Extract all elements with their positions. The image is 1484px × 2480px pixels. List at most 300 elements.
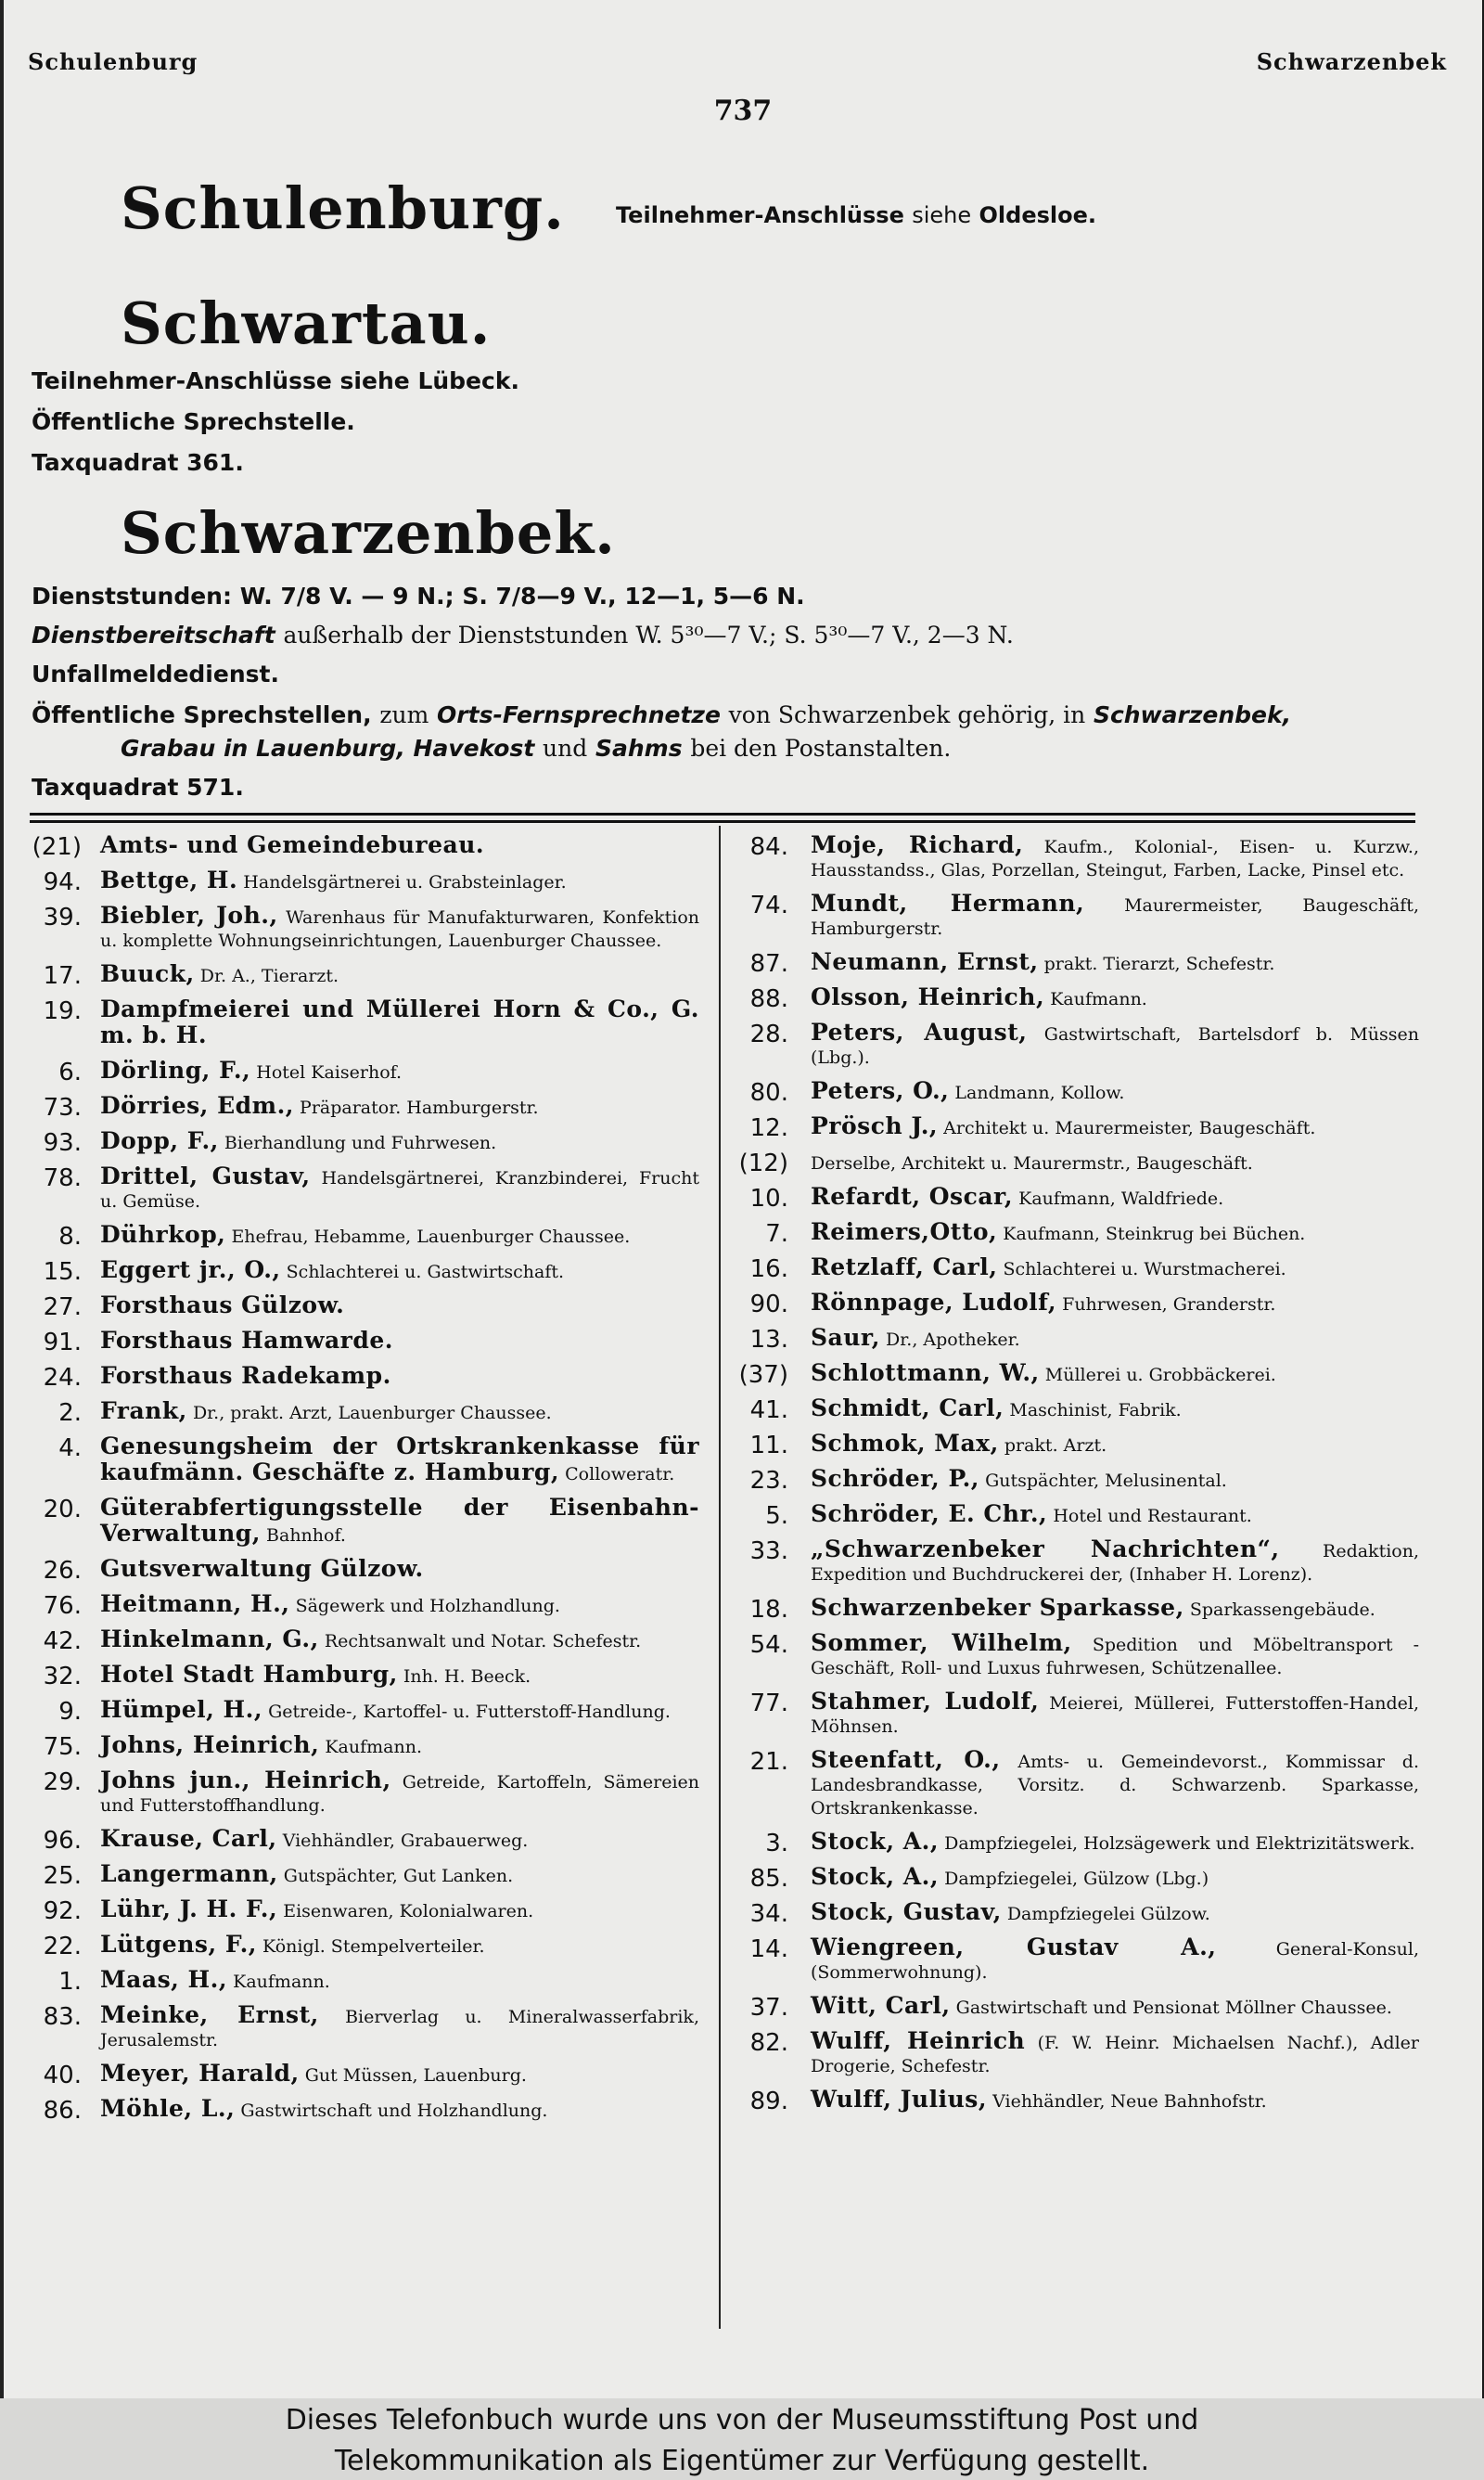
entry-name: Schröder, P., bbox=[811, 1465, 980, 1492]
sprech-places-2: Sahms bbox=[595, 735, 683, 762]
entry-number: 22. bbox=[43, 1933, 82, 1960]
entry-description: Hotel und Restaurant. bbox=[1053, 1506, 1252, 1526]
entry-name: Stock, Gustav, bbox=[811, 1898, 1002, 1925]
entry-number: 87. bbox=[749, 950, 788, 978]
directory-entry bbox=[735, 1150, 1419, 1176]
schwartau-sprechstelle: Öffentliche Sprechstelle. bbox=[32, 408, 355, 435]
entry-name: Güterabfertigungsstelle der Eisenbahn-Verwaltung, bbox=[100, 1494, 699, 1547]
directory-entry bbox=[30, 1364, 699, 1390]
footer-line-1: Dieses Telefonbuch wurde uns von der Museumsstiftung Post und bbox=[285, 2404, 1199, 2436]
entry-number: 90. bbox=[749, 1291, 788, 1318]
directory-entry bbox=[735, 1690, 1419, 1739]
entry-number: 91. bbox=[43, 1329, 82, 1356]
sprech-label: Öffentliche Sprechstellen, bbox=[32, 701, 372, 728]
entry-number: 13. bbox=[749, 1326, 788, 1354]
directory-entry bbox=[735, 1396, 1419, 1422]
entry-body bbox=[100, 1627, 699, 1653]
entry-description: prakt. Arzt. bbox=[1004, 1435, 1107, 1456]
entry-body bbox=[100, 1293, 699, 1319]
entry-number: 3. bbox=[765, 1830, 788, 1857]
entry-body bbox=[100, 1663, 699, 1689]
directory-entry bbox=[30, 1129, 699, 1155]
entry-number: 28. bbox=[749, 1021, 788, 1048]
directory-entry bbox=[735, 950, 1419, 976]
entry-number: 27. bbox=[43, 1293, 82, 1321]
entry-description: Getreide, Kartoffeln, Sämereien und Futterstoffhandlung. bbox=[100, 1772, 699, 1816]
entry-number: 8. bbox=[58, 1223, 82, 1251]
hours-label: Dienststunden: bbox=[32, 583, 232, 610]
entry-number: 77. bbox=[749, 1690, 788, 1717]
entry-name: Maas, H., bbox=[100, 1966, 228, 1993]
entry-body bbox=[100, 1496, 699, 1548]
entry-number: 89. bbox=[749, 2088, 788, 2115]
schwartau-taxquadrat: Taxquadrat 361. bbox=[32, 449, 244, 476]
entry-description: Gut Müssen, Lauenburg. bbox=[304, 2065, 527, 2086]
entry-name: Wiengreen, Gustav A., bbox=[811, 1934, 1217, 1960]
sprech-zum: zum bbox=[379, 701, 429, 728]
entry-name: Möhle, L., bbox=[100, 2095, 236, 2122]
entry-name: Schmidt, Carl, bbox=[811, 1394, 1004, 1421]
entry-name: Schröder, E. Chr., bbox=[811, 1500, 1048, 1527]
entry-body bbox=[100, 1733, 699, 1759]
directory-entry bbox=[735, 1432, 1419, 1458]
entry-body bbox=[811, 1432, 1419, 1458]
sprech-postanstalten: bei den Postanstalten. bbox=[690, 735, 952, 762]
entry-body bbox=[100, 962, 699, 988]
entry-description: Handelsgärtnerei, Kranzbinderei, Frucht u. Gemüse. bbox=[100, 1168, 699, 1212]
directory-entry bbox=[735, 1537, 1419, 1587]
entry-description: Eisenwaren, Kolonialwaren. bbox=[283, 1901, 534, 1921]
entry-name: Hinkelmann, G., bbox=[100, 1625, 319, 1652]
entry-description: Maurermeister, Baugeschäft, Hamburgerstr. bbox=[811, 895, 1419, 939]
entry-body bbox=[811, 1114, 1419, 1140]
entry-body bbox=[100, 1557, 699, 1583]
entry-description: Gastwirtschaft und Pensionat Möllner Chaussee. bbox=[955, 1998, 1392, 2018]
place-title-schwartau: Schwartau. bbox=[121, 289, 492, 357]
entry-name: Eggert jr., O., bbox=[100, 1256, 281, 1283]
entry-description: Sparkassengebäude. bbox=[1189, 1600, 1375, 1620]
entry-name: Biebler, Joh., bbox=[100, 902, 278, 929]
directory-entry bbox=[735, 1748, 1419, 1820]
directory-entry bbox=[735, 1021, 1419, 1070]
entry-name: Hümpel, H., bbox=[100, 1696, 263, 1723]
entry-body bbox=[100, 904, 699, 953]
entry-body bbox=[811, 950, 1419, 976]
entry-name: Dörries, Edm., bbox=[100, 1092, 294, 1119]
entry-body bbox=[811, 1185, 1419, 1211]
entry-name: Refardt, Oscar, bbox=[811, 1183, 1014, 1210]
entry-name: Rönnpage, Ludolf, bbox=[811, 1289, 1057, 1316]
entry-description: Dampfziegelei, Holzsägewerk und Elektrizitätswerk. bbox=[944, 1833, 1415, 1854]
entry-number: 40. bbox=[43, 2062, 82, 2089]
entry-description: Getreide-, Kartoffel- u. Futterstoff-Handlung. bbox=[268, 1702, 671, 1722]
entry-name: Peters, August, bbox=[811, 1019, 1028, 1046]
entry-name: Olsson, Heinrich, bbox=[811, 983, 1045, 1010]
entry-name: Steenfatt, O., bbox=[811, 1746, 1001, 1773]
entry-body bbox=[100, 1968, 699, 1994]
place-title-schulenburg: Schulenburg. bbox=[121, 174, 565, 242]
entry-number: 5. bbox=[765, 1502, 788, 1530]
entry-number: 34. bbox=[749, 1900, 788, 1928]
entry-description: General-Konsul, (Sommerwohnung). bbox=[811, 1939, 1419, 1983]
entry-description: Müllerei u. Grobbäckerei. bbox=[1044, 1365, 1276, 1385]
bereitschaft-value: außerhalb der Dienststunden W. 5³⁰—7 V.; S. 5³⁰—7 V., 2—3 N. bbox=[283, 622, 1014, 649]
entry-name: Johns jun., Heinrich, bbox=[100, 1767, 391, 1793]
entry-number: 84. bbox=[749, 833, 788, 861]
directory-entry bbox=[30, 1399, 699, 1425]
directory-entry bbox=[30, 1592, 699, 1618]
entry-number: 25. bbox=[43, 1862, 82, 1890]
entry-body bbox=[811, 1291, 1419, 1317]
directory-entry bbox=[30, 1827, 699, 1853]
entry-description: Schlachterei u. Wurstmacherei. bbox=[1003, 1259, 1286, 1279]
directory-entry bbox=[735, 2029, 1419, 2078]
directory-entry bbox=[30, 1258, 699, 1284]
schwarzenbek-taxquadrat: Taxquadrat 571. bbox=[32, 774, 244, 801]
entry-number: 83. bbox=[43, 2003, 82, 2031]
entry-number: 80. bbox=[749, 1079, 788, 1107]
entry-description: Redaktion, Expedition und Buchdruckerei der, (Inhaber H. Lorenz). bbox=[811, 1541, 1419, 1585]
entry-body bbox=[100, 1164, 699, 1214]
entry-number: 20. bbox=[43, 1496, 82, 1523]
entry-number: 19. bbox=[43, 997, 82, 1025]
entry-body bbox=[100, 1094, 699, 1120]
entry-name: Lühr, J. H. F., bbox=[100, 1895, 278, 1922]
entry-body bbox=[811, 1631, 1419, 1680]
entry-number: 92. bbox=[43, 1897, 82, 1925]
attribution-footer bbox=[0, 2398, 1484, 2480]
entry-name: Langermann, bbox=[100, 1860, 278, 1887]
directory-entry bbox=[30, 1733, 699, 1759]
entry-description: Kaufmann, Waldfriede. bbox=[1018, 1189, 1224, 1209]
entry-number: 78. bbox=[43, 1164, 82, 1192]
entry-number: 73. bbox=[43, 1094, 82, 1122]
entry-description: Dr. A., Tierarzt. bbox=[199, 966, 339, 986]
entry-number: 16. bbox=[749, 1255, 788, 1283]
double-rule-top bbox=[30, 813, 1415, 816]
entry-body bbox=[811, 833, 1419, 882]
directory-entry bbox=[30, 1329, 699, 1355]
entry-description: Maschinist, Fabrik. bbox=[1009, 1400, 1182, 1420]
entry-number: 39. bbox=[43, 904, 82, 932]
page-number: 737 bbox=[713, 95, 773, 127]
directory-entry bbox=[30, 1164, 699, 1214]
entry-description: Bahnhof. bbox=[266, 1525, 346, 1546]
entry-number: 96. bbox=[43, 1827, 82, 1855]
entry-name: Sommer, Wilhelm, bbox=[811, 1629, 1072, 1656]
entry-number: 82. bbox=[749, 2029, 788, 2057]
directory-entry bbox=[735, 833, 1419, 882]
directory-entry bbox=[30, 868, 699, 894]
entry-description: (F. W. Heinr. Michaelsen Nachf.), Adler Drogerie, Schefestr. bbox=[811, 2033, 1419, 2076]
entry-body bbox=[100, 1862, 699, 1888]
schwarzenbek-bereitschaft bbox=[32, 622, 1014, 649]
entry-description: Amts- u. Gemeindevorst., Kommissar d. Landesbrandkasse, Vorsitz. d. Schwarzenb. Sparkasse, Ortskrankenkasse. bbox=[811, 1752, 1420, 1818]
entry-number: (12) bbox=[738, 1150, 788, 1177]
schwartau-anschluesse-label: Teilnehmer-Anschlüsse bbox=[32, 367, 332, 394]
directory-entry bbox=[735, 1865, 1419, 1891]
directory-entry bbox=[735, 1114, 1419, 1140]
directory-entry bbox=[30, 904, 699, 953]
entry-name: Krause, Carl, bbox=[100, 1825, 277, 1852]
sprech-places-1: Grabau in Lauenburg, Havekost bbox=[121, 735, 535, 762]
entry-number: 9. bbox=[58, 1698, 82, 1726]
entry-number: 42. bbox=[43, 1627, 82, 1655]
entry-name: Dopp, F., bbox=[100, 1127, 219, 1154]
entry-name: Saur, bbox=[811, 1324, 880, 1351]
entry-body bbox=[811, 1994, 1419, 2020]
directory-entry bbox=[30, 1933, 699, 1959]
entry-body bbox=[100, 1827, 699, 1853]
entry-name: Retzlaff, Carl, bbox=[811, 1253, 998, 1280]
entry-name: Wulff, Julius, bbox=[811, 2086, 988, 2113]
entry-body bbox=[100, 1434, 699, 1486]
entry-description: Dampfziegelei, Gülzow (Lbg.) bbox=[944, 1869, 1209, 1889]
entry-body bbox=[811, 1150, 1419, 1176]
entry-body bbox=[811, 1900, 1419, 1926]
entry-number: 2. bbox=[58, 1399, 82, 1427]
entry-name: Amts- und Gemeindebureau. bbox=[100, 831, 485, 858]
entry-description: Gutspächter, Gut Lanken. bbox=[283, 1866, 514, 1886]
entry-description: Gastwirtschaft, Bartelsdorf b. Müssen (Lbg.). bbox=[811, 1024, 1419, 1068]
entry-number: 93. bbox=[43, 1129, 82, 1157]
directory-entry bbox=[30, 833, 699, 859]
entry-description: prakt. Tierarzt, Schefestr. bbox=[1043, 954, 1275, 974]
entry-name: Stahmer, Ludolf, bbox=[811, 1688, 1040, 1715]
entry-body bbox=[811, 1255, 1419, 1281]
entry-number: 29. bbox=[43, 1768, 82, 1796]
entry-name: Meinke, Ernst, bbox=[100, 2001, 319, 2028]
entry-body bbox=[811, 985, 1419, 1011]
directory-entry bbox=[735, 2088, 1419, 2114]
schwarzenbek-hours bbox=[32, 583, 805, 610]
directory-entry bbox=[735, 1255, 1419, 1281]
entry-body bbox=[811, 1596, 1419, 1622]
directory-entry bbox=[735, 1502, 1419, 1528]
entry-number: 76. bbox=[43, 1592, 82, 1620]
directory-entry bbox=[30, 1862, 699, 1888]
entry-name: Forsthaus Hamwarde. bbox=[100, 1327, 393, 1354]
entry-number: 86. bbox=[43, 2097, 82, 2125]
directory-entry bbox=[30, 1434, 699, 1486]
entry-body bbox=[811, 2088, 1419, 2114]
entry-body bbox=[811, 1220, 1419, 1246]
entry-name: „Schwarzenbeker Nachrichten“, bbox=[811, 1536, 1280, 1562]
entry-number: 41. bbox=[749, 1396, 788, 1424]
entry-description: Inh. H. Beeck. bbox=[403, 1666, 531, 1687]
directory-entry bbox=[30, 1968, 699, 1994]
directory-entry bbox=[30, 1223, 699, 1249]
entry-name: Mundt, Hermann, bbox=[811, 890, 1085, 917]
place-title-schwarzenbek: Schwarzenbek. bbox=[121, 499, 616, 567]
sprech-gehoerig: von Schwarzenbek gehörig, in bbox=[728, 701, 1086, 728]
entry-name: Moje, Richard, bbox=[811, 831, 1024, 858]
entry-name: Lütgens, F., bbox=[100, 1931, 257, 1958]
directory-entry bbox=[735, 1467, 1419, 1493]
directory-entry bbox=[735, 892, 1419, 941]
entry-name: Frank, bbox=[100, 1397, 187, 1424]
entry-number: (21) bbox=[32, 833, 82, 861]
entry-description: Hotel Kaiserhof. bbox=[256, 1062, 403, 1083]
entry-name: Forsthaus Radekamp. bbox=[100, 1362, 391, 1389]
entry-number: 85. bbox=[749, 1865, 788, 1893]
entry-number: 17. bbox=[43, 962, 82, 990]
entry-name: Meyer, Harald, bbox=[100, 2060, 300, 2087]
directory-entry bbox=[735, 1830, 1419, 1856]
entry-description: Rechtsanwalt und Notar. Schefestr. bbox=[324, 1631, 642, 1651]
entry-number: 94. bbox=[43, 868, 82, 896]
note-label: Teilnehmer-Anschlüsse bbox=[616, 202, 904, 228]
entry-name: Hotel Stadt Hamburg, bbox=[100, 1661, 398, 1688]
directory-entry bbox=[735, 1291, 1419, 1317]
column-divider bbox=[719, 826, 721, 2329]
directory-entry bbox=[30, 1059, 699, 1085]
directory-entry bbox=[30, 962, 699, 988]
directory-entry bbox=[735, 1935, 1419, 1985]
entry-name: Drittel, Gustav, bbox=[100, 1163, 311, 1189]
entry-body bbox=[811, 2029, 1419, 2078]
entry-description: Spedition und Möbeltransport - Geschäft, Roll- und Luxus fuhrwesen, Schützenallee. bbox=[811, 1635, 1419, 1678]
entry-body bbox=[100, 1768, 699, 1818]
entry-name: Forsthaus Gülzow. bbox=[100, 1291, 345, 1318]
note-ref: Oldesloe. bbox=[979, 202, 1096, 228]
entry-description: Kaufmann, Steinkrug bei Büchen. bbox=[1003, 1224, 1306, 1244]
directory-entry bbox=[735, 1326, 1419, 1352]
entry-number: (37) bbox=[738, 1361, 788, 1389]
running-head-right: Schwarzenbek bbox=[1256, 48, 1447, 75]
entry-description: Dr., prakt. Arzt, Lauenburger Chaussee. bbox=[192, 1403, 552, 1423]
entry-body bbox=[100, 1933, 699, 1959]
directory-entry bbox=[30, 1698, 699, 1724]
footer-line-2: Telekommunikation als Eigentümer zur Verfügung gestellt. bbox=[334, 2445, 1150, 2477]
entry-body bbox=[100, 1592, 699, 1618]
entry-body bbox=[100, 2097, 699, 2123]
entry-description: Kaufm., Kolonial-, Eisen- u. Kurzw., Hausstandss., Glas, Porzellan, Steingut, Farben, Lacke, Pinsel etc. bbox=[811, 837, 1419, 880]
entry-number: 54. bbox=[749, 1631, 788, 1659]
entry-name: Dampfmeierei und Müllerei Horn & Co., G. m. b. H. bbox=[100, 996, 699, 1048]
directory-entry bbox=[30, 2003, 699, 2052]
double-rule-bottom bbox=[30, 820, 1415, 823]
entry-description: Sägewerk und Holzhandlung. bbox=[295, 1596, 560, 1616]
bereitschaft-label: Dienstbereitschaft bbox=[32, 622, 275, 649]
running-head-left: Schulenburg bbox=[28, 48, 198, 75]
sprech-place: Schwarzenbek, bbox=[1093, 701, 1292, 728]
entry-number: 21. bbox=[749, 1748, 788, 1776]
entry-body bbox=[100, 868, 699, 894]
entry-body bbox=[811, 1748, 1419, 1820]
entry-body bbox=[100, 2003, 699, 2052]
entry-number: 75. bbox=[43, 1733, 82, 1761]
entry-body bbox=[811, 1467, 1419, 1493]
right-column bbox=[735, 833, 1419, 2123]
entry-description: Kaufmann. bbox=[325, 1737, 423, 1757]
entry-body bbox=[811, 892, 1419, 941]
entry-body bbox=[100, 1329, 699, 1355]
entry-description: Fuhrwesen, Granderstr. bbox=[1062, 1294, 1276, 1315]
entry-number: 15. bbox=[43, 1258, 82, 1286]
entry-name: Reimers,Otto, bbox=[811, 1218, 998, 1245]
hours-value: W. 7/8 V. — 9 N.; S. 7/8—9 V., 12—1, 5—6 N. bbox=[239, 583, 805, 610]
entry-description: Präparator. Hamburgerstr. bbox=[300, 1098, 539, 1118]
directory-entry bbox=[735, 1631, 1419, 1680]
directory-entry bbox=[735, 1900, 1419, 1926]
entry-name: Bettge, H. bbox=[100, 867, 238, 893]
entry-description: Gutspächter, Melusinental. bbox=[985, 1471, 1227, 1491]
directory-entry bbox=[30, 1293, 699, 1319]
entry-name: Witt, Carl, bbox=[811, 1992, 951, 2019]
entry-description: Dr., Apotheker. bbox=[886, 1330, 1020, 1350]
entry-number: 14. bbox=[749, 1935, 788, 1963]
schwartau-anschluesse-ref: Lübeck. bbox=[417, 367, 519, 394]
entry-name: Stock, A., bbox=[811, 1828, 940, 1855]
entry-body bbox=[100, 1129, 699, 1155]
directory-entry bbox=[30, 1897, 699, 1923]
sprech-und: und bbox=[543, 735, 588, 762]
entry-name: Wulff, Heinrich bbox=[811, 2027, 1026, 2054]
schulenburg-note bbox=[616, 202, 1096, 228]
entry-description: Derselbe, Architekt u. Maurermstr., Baugeschäft. bbox=[811, 1153, 1253, 1174]
entry-body bbox=[811, 1396, 1419, 1422]
entry-description: Viehhändler, Grabauerweg. bbox=[282, 1831, 529, 1851]
entry-body bbox=[811, 1830, 1419, 1856]
entry-body bbox=[811, 1021, 1419, 1070]
entry-name: Neumann, Ernst, bbox=[811, 948, 1039, 975]
directory-entry bbox=[735, 1361, 1419, 1387]
note-see: siehe bbox=[912, 202, 972, 228]
schwartau-anschluesse bbox=[32, 367, 519, 394]
entry-body bbox=[100, 1258, 699, 1284]
entry-name: Schlottmann, W., bbox=[811, 1359, 1040, 1386]
entry-number: 33. bbox=[749, 1537, 788, 1565]
schwarzenbek-unfall: Unfallmeldedienst. bbox=[32, 661, 279, 687]
entry-body bbox=[811, 1361, 1419, 1387]
entry-description: Dampfziegelei Gülzow. bbox=[1006, 1904, 1210, 1924]
entry-description: Warenhaus für Manufakturwaren, Konfektion u. komplette Wohnungseinrichtungen, Lauenburger Chaussee. bbox=[100, 907, 700, 951]
entry-description: Meierei, Müllerei, Futterstoffen-Handel, Möhnsen. bbox=[811, 1693, 1419, 1737]
entry-name: Stock, A., bbox=[811, 1863, 940, 1890]
entry-number: 1. bbox=[58, 1968, 82, 1996]
entry-name: Dörling, F., bbox=[100, 1057, 251, 1084]
directory-entry bbox=[30, 1627, 699, 1653]
entry-name: Buuck, bbox=[100, 960, 195, 987]
entry-body bbox=[811, 1935, 1419, 1985]
entry-body bbox=[100, 1897, 699, 1923]
entry-description: Colloweratr. bbox=[565, 1464, 675, 1484]
entry-body bbox=[100, 1399, 699, 1425]
entry-description: Schlachterei u. Gastwirtschaft. bbox=[286, 1262, 565, 1282]
entry-number: 4. bbox=[58, 1434, 82, 1462]
directory-entry bbox=[30, 1557, 699, 1583]
directory-entry bbox=[30, 1094, 699, 1120]
entry-name: Prösch J., bbox=[811, 1112, 939, 1139]
entry-body bbox=[100, 1364, 699, 1390]
directory-entry bbox=[30, 1768, 699, 1818]
entry-number: 10. bbox=[749, 1185, 788, 1213]
directory-entry bbox=[735, 1185, 1419, 1211]
entry-description: Gastwirtschaft und Holzhandlung. bbox=[240, 2101, 548, 2121]
entry-name: Genesungsheim der Ortskrankenkasse für kaufmänn. Geschäfte z. Hamburg, bbox=[100, 1433, 699, 1485]
entry-body bbox=[100, 833, 699, 859]
directory-entry bbox=[30, 2097, 699, 2123]
entry-number: 7. bbox=[765, 1220, 788, 1248]
entry-description: Landmann, Kollow. bbox=[954, 1083, 1125, 1103]
entry-body bbox=[811, 1502, 1419, 1528]
entry-name: Peters, O., bbox=[811, 1077, 950, 1104]
directory-entry bbox=[30, 1663, 699, 1689]
entry-number: 18. bbox=[749, 1596, 788, 1624]
entry-number: 12. bbox=[749, 1114, 788, 1142]
entry-description: Handelsgärtnerei u. Grabsteinlager. bbox=[243, 872, 567, 893]
